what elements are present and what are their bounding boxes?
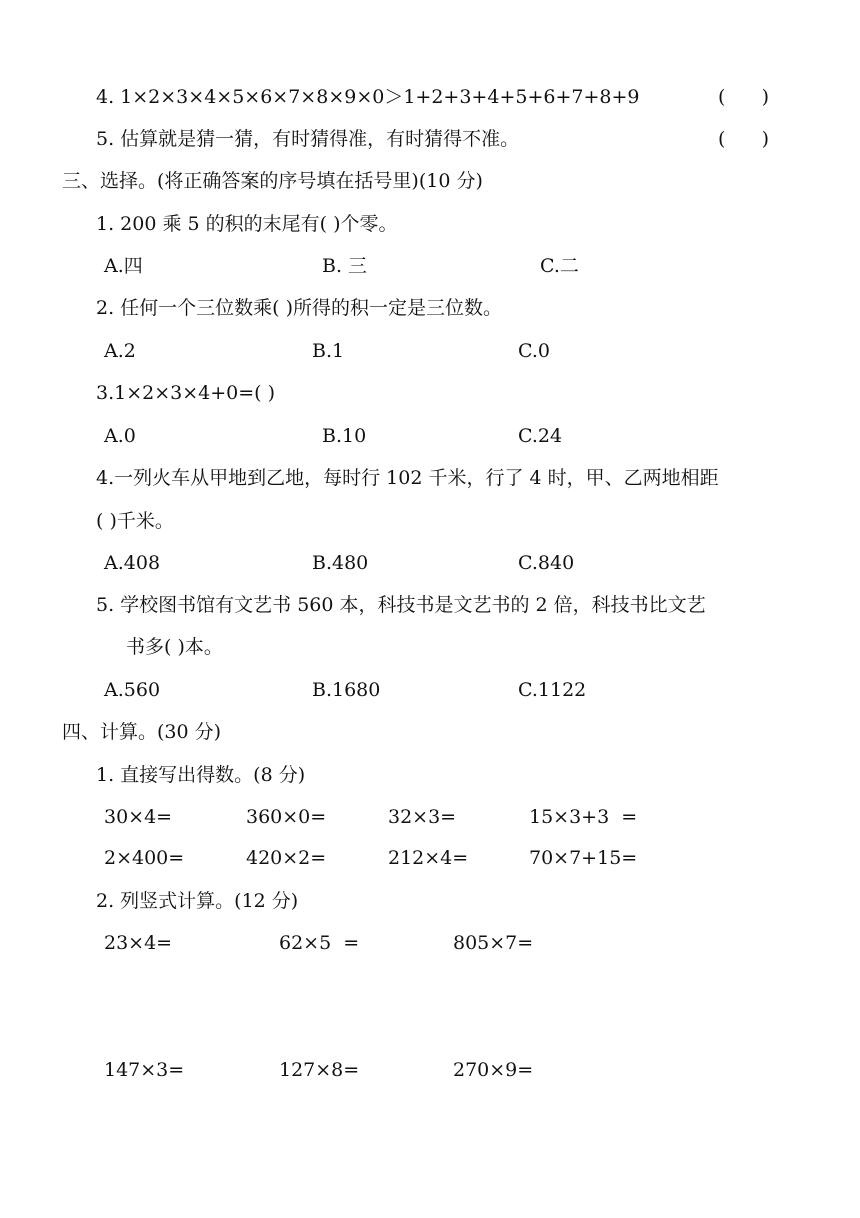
judge-item-5: 5. 估算就是猜一猜，有时猜得准，有时猜得不准。 (96, 128, 520, 150)
choice-2-option-a[interactable]: A.2 (104, 340, 136, 362)
choice-question-4-cont: ( )千米。 (96, 510, 174, 532)
judge-answer-blank-5[interactable]: ( ) (718, 128, 770, 150)
choice-4-option-b[interactable]: B.480 (312, 552, 369, 574)
judge-answer-blank-4[interactable]: ( ) (718, 86, 770, 108)
oral-calc-item: 32×3= (388, 806, 457, 828)
calc-part2-title: 2. 列竖式计算。(12 分) (96, 890, 299, 912)
choice-5-option-b[interactable]: B.1680 (312, 679, 381, 701)
oral-calc-item: 2×400= (104, 847, 185, 869)
choice-question-4: 4.一列火车从甲地到乙地，每时行 102 千米，行了 4 时，甲、乙两地相距 (96, 467, 719, 489)
vertical-calc-item: 62×5 = (279, 932, 360, 954)
choice-question-1: 1. 200 乘 5 的积的末尾有( )个零。 (96, 213, 398, 235)
choice-5-option-c[interactable]: C.1122 (518, 679, 587, 701)
vertical-calc-item: 127×8= (279, 1059, 360, 1081)
choice-4-option-c[interactable]: C.840 (518, 552, 575, 574)
choice-question-3: 3.1×2×3×4+0=( ) (96, 382, 276, 404)
oral-calc-item: 15×3+3 = (529, 806, 638, 828)
choice-1-option-b[interactable]: B. 三 (322, 255, 368, 277)
oral-calc-item: 30×4= (104, 806, 173, 828)
calc-part1-title: 1. 直接写出得数。(8 分) (96, 764, 306, 786)
choice-3-option-c[interactable]: C.24 (518, 425, 563, 447)
choice-3-option-b[interactable]: B.10 (322, 425, 367, 447)
oral-calc-item: 212×4= (388, 847, 469, 869)
judge-item-4: 4. 1×2×3×4×5×6×7×8×9×0＞1+2+3+4+5+6+7+8+9 (96, 86, 640, 108)
vertical-calc-item: 23×4= (104, 932, 173, 954)
choice-1-option-a[interactable]: A.四 (104, 255, 143, 277)
choice-question-5-cont: 书多( )本。 (126, 636, 223, 658)
choice-question-5: 5. 学校图书馆有文艺书 560 本，科技书是文艺书的 2 倍，科技书比文艺 (96, 594, 706, 616)
oral-calc-item: 420×2= (246, 847, 327, 869)
choice-3-option-a[interactable]: A.0 (104, 425, 136, 447)
choice-2-option-c[interactable]: C.0 (518, 340, 550, 362)
vertical-calc-item: 147×3= (104, 1059, 185, 1081)
vertical-calc-item: 805×7= (453, 932, 534, 954)
section3-title: 三、选择。(将正确答案的序号填在括号里)(10 分) (62, 170, 483, 192)
section4-title: 四、计算。(30 分) (62, 721, 222, 743)
choice-4-option-a[interactable]: A.408 (104, 552, 161, 574)
choice-5-option-a[interactable]: A.560 (104, 679, 161, 701)
oral-calc-item: 360×0= (246, 806, 327, 828)
choice-question-2: 2. 任何一个三位数乘( )所得的积一定是三位数。 (96, 297, 503, 319)
oral-calc-item: 70×7+15= (529, 847, 638, 869)
choice-2-option-b[interactable]: B.1 (312, 340, 345, 362)
choice-1-option-c[interactable]: C.二 (540, 255, 579, 277)
vertical-calc-item: 270×9= (453, 1059, 534, 1081)
